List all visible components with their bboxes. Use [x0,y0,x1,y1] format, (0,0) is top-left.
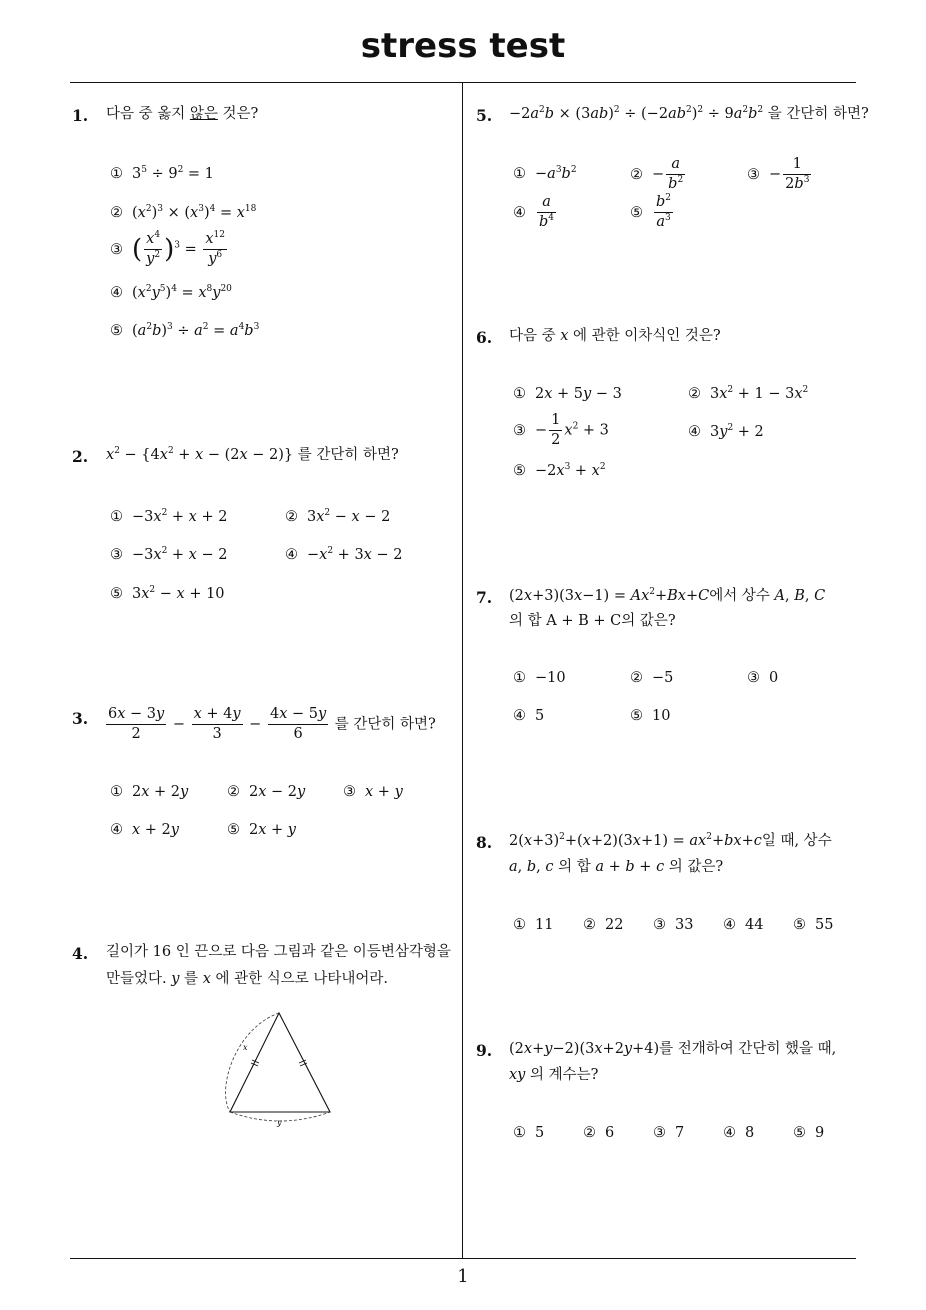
option-1[interactable]: ① −10 [513,670,566,686]
page-number: 1 [457,1266,469,1287]
question-text: 다음 중 x 에 관한 이차식인 것은? [509,328,721,344]
option-5[interactable]: ⑤ 10 [630,708,671,724]
option-2[interactable]: ② 2x − 2y [227,784,306,800]
option-3[interactable]: ③ 7 [653,1125,685,1141]
option-3[interactable]: ③ − $\frac{1}{2b^3}$ [747,156,810,193]
question-text: $\frac{6x - 3y}{2}$ − $\frac{x + 4y}{3}$ − $\frac{4x - 5y}{6}$ 를 간단히 하면? [108,706,436,743]
question-number: 8. [476,833,493,852]
option-5[interactable]: ⑤ $(a^2b)^3 \div a^2 = a^4b^3$ [110,322,260,339]
option-1[interactable]: ① $-3x^2 + x + 2$ [110,508,228,525]
option-5[interactable]: ⑤ 2x + y [227,822,296,838]
question-text: $-2a^2b \times (3ab)^2 \div (-2ab^2)^2 \div 9a^2b^2$ 을 간단히 하면? [509,105,869,122]
option-2[interactable]: ② $(x^2)^3 \times (x^3)^4 = x^{18}$ [110,204,257,221]
bottom-rule [70,1258,856,1259]
option-1[interactable]: ① $-a^3b^2$ [513,165,577,182]
option-2[interactable]: ② − $\frac{a}{b^2}$ [630,156,684,193]
option-3[interactable]: ③ 0 [747,670,779,686]
option-4[interactable]: ④ $(x^2y^5)^4 = x^8y^{20}$ [110,284,232,301]
option-4[interactable]: ④ 5 [513,708,545,724]
option-4[interactable]: ④ 44 [723,917,764,933]
option-1[interactable]: ① 5 [513,1125,545,1141]
question-text-line-1: 길이가 16 인 끈으로 다음 그림과 같은 이등변삼각형을 [106,944,451,960]
question-text-line-2: xy 의 계수는? [509,1067,599,1083]
option-1[interactable]: ① 2x + 2y [110,784,189,800]
option-3[interactable]: ③ 33 [653,917,694,933]
option-2[interactable]: ② 6 [583,1125,615,1141]
option-5[interactable]: ⑤ $3x^2 - x + 10$ [110,585,225,602]
option-2[interactable]: ② 22 [583,917,624,933]
option-2[interactable]: ② −5 [630,670,674,686]
question-number: 2. [72,447,89,466]
question-number: 7. [476,588,493,607]
question-number: 3. [72,709,89,728]
question-number: 4. [72,944,89,963]
question-number: 6. [476,328,493,347]
page-title: stress test [360,26,566,66]
question-number: 5. [476,106,493,125]
option-2[interactable]: ② $3x^2 + 1 - 3x^2$ [688,385,809,402]
option-1[interactable]: ① 11 [513,917,554,933]
question-text-line-1: (2x+y−2)(3x+2y+4)를 전개하여 간단히 했을 때, [509,1041,837,1057]
option-2[interactable]: ② $3x^2 - x - 2$ [285,508,391,525]
option-3[interactable]: ③ − $\frac{1}{2}$ $x^2 + 3$ [513,412,609,449]
question-text: $x^2 - \{4x^2 + x - (2x - 2)\}$ 를 간단히 하면? [106,446,399,463]
figure-x-label: x [243,1043,248,1052]
isosceles-triangle-figure [222,1008,338,1130]
option-4[interactable]: ④ $-x^2 + 3x - 2$ [285,546,403,563]
option-4[interactable]: ④ $\frac{a}{b^4}$ [513,194,555,231]
question-number: 9. [476,1041,493,1060]
question-text: 다음 중 옳지 않은 것은? [106,106,259,122]
option-4[interactable]: ④ x + 2y [110,822,179,838]
option-5[interactable]: ⑤ $-2x^3 + x^2$ [513,462,606,479]
question-text-line-2: 의 합 A + B + C의 값은? [509,613,676,629]
option-5[interactable]: ⑤ $\frac{b^2}{a^3}$ [630,193,672,231]
question-text-line-1: $(2x+3)(3x-1) = Ax^2+Bx+C$에서 상수 A, B, C [509,587,826,604]
option-1[interactable]: ① $3^5 \div 9^2 = 1$ [110,165,214,182]
option-3[interactable]: ③ $-3x^2 + x - 2$ [110,546,228,563]
option-4[interactable]: ④ 8 [723,1125,755,1141]
question-text-line-1: $2(x+3)^2+(x+2)(3x+1) = ax^2+bx+c$일 때, 상수 [509,832,832,849]
option-5[interactable]: ⑤ 55 [793,917,834,933]
option-3[interactable]: ③ x + y [343,784,403,800]
option-5[interactable]: ⑤ 9 [793,1125,825,1141]
top-rule [70,82,856,83]
question-text-line-2: a, b, c 의 합 a + b + c 의 값은? [509,859,724,875]
column-divider [462,83,463,1259]
figure-y-label: y [277,1118,282,1127]
option-4[interactable]: ④ $3y^2 + 2$ [688,423,764,440]
option-3[interactable]: ③ ( $\frac{x^4}{y^2}$ )$^3$ = $\frac{x^{12}}{y^6}$ [110,230,225,268]
option-1[interactable]: ① 2x + 5y − 3 [513,386,622,402]
question-number: 1. [72,106,89,125]
question-text-line-2: 만들었다. y 를 x 에 관한 식으로 나타내어라. [106,971,388,987]
